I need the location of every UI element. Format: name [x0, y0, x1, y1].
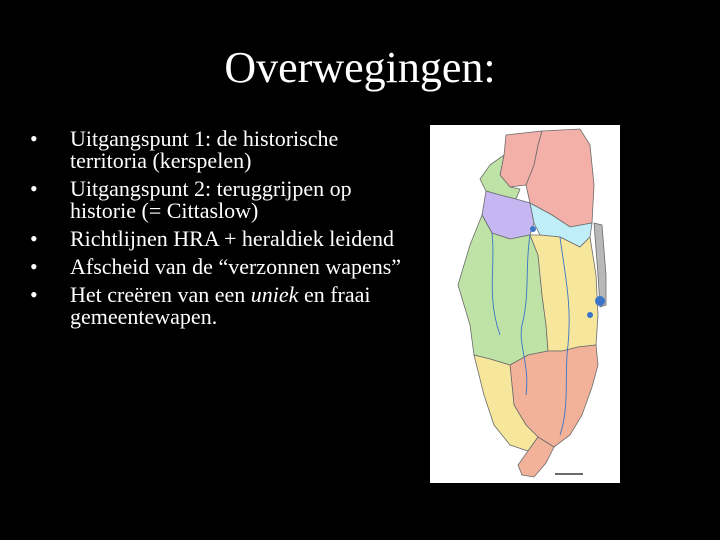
bullet-text: Het creëren van een uniek en fraai gemeentewapen.: [70, 282, 371, 329]
bullet-marker: •: [30, 254, 38, 279]
bullet-marker: •: [30, 226, 38, 251]
bullet-text: Uitgangspunt 1: de historische territoria (kerspelen): [70, 126, 339, 173]
bullet-text: Afscheid van de “verzonnen wapens”: [70, 254, 402, 279]
bullet-item: [30, 256, 410, 278]
bullet-marker: •: [30, 126, 38, 151]
slide-title: Overwegingen:: [224, 43, 496, 92]
emphasis-text: uniek: [250, 282, 299, 307]
bullet-item: [30, 128, 410, 172]
map-scale-bar: [555, 473, 583, 475]
bullet-item: [30, 284, 410, 328]
bullet-marker: •: [30, 176, 38, 201]
bullet-text: Uitgangspunt 2: teruggrijpen op historie (= Cittaslow): [70, 176, 352, 223]
bullet-text: Richtlijnen HRA + heraldiek leidend: [70, 226, 395, 251]
map-water-lake-small: [587, 312, 593, 318]
map-water-lake: [595, 296, 605, 306]
bullet-item: [30, 178, 410, 222]
bullet-marker: •: [30, 282, 38, 307]
bullet-list: [30, 128, 410, 334]
municipality-map: [430, 125, 620, 483]
bullet-item: [30, 228, 410, 250]
map-water-pond: [530, 226, 536, 232]
map-graphic: [430, 125, 620, 483]
